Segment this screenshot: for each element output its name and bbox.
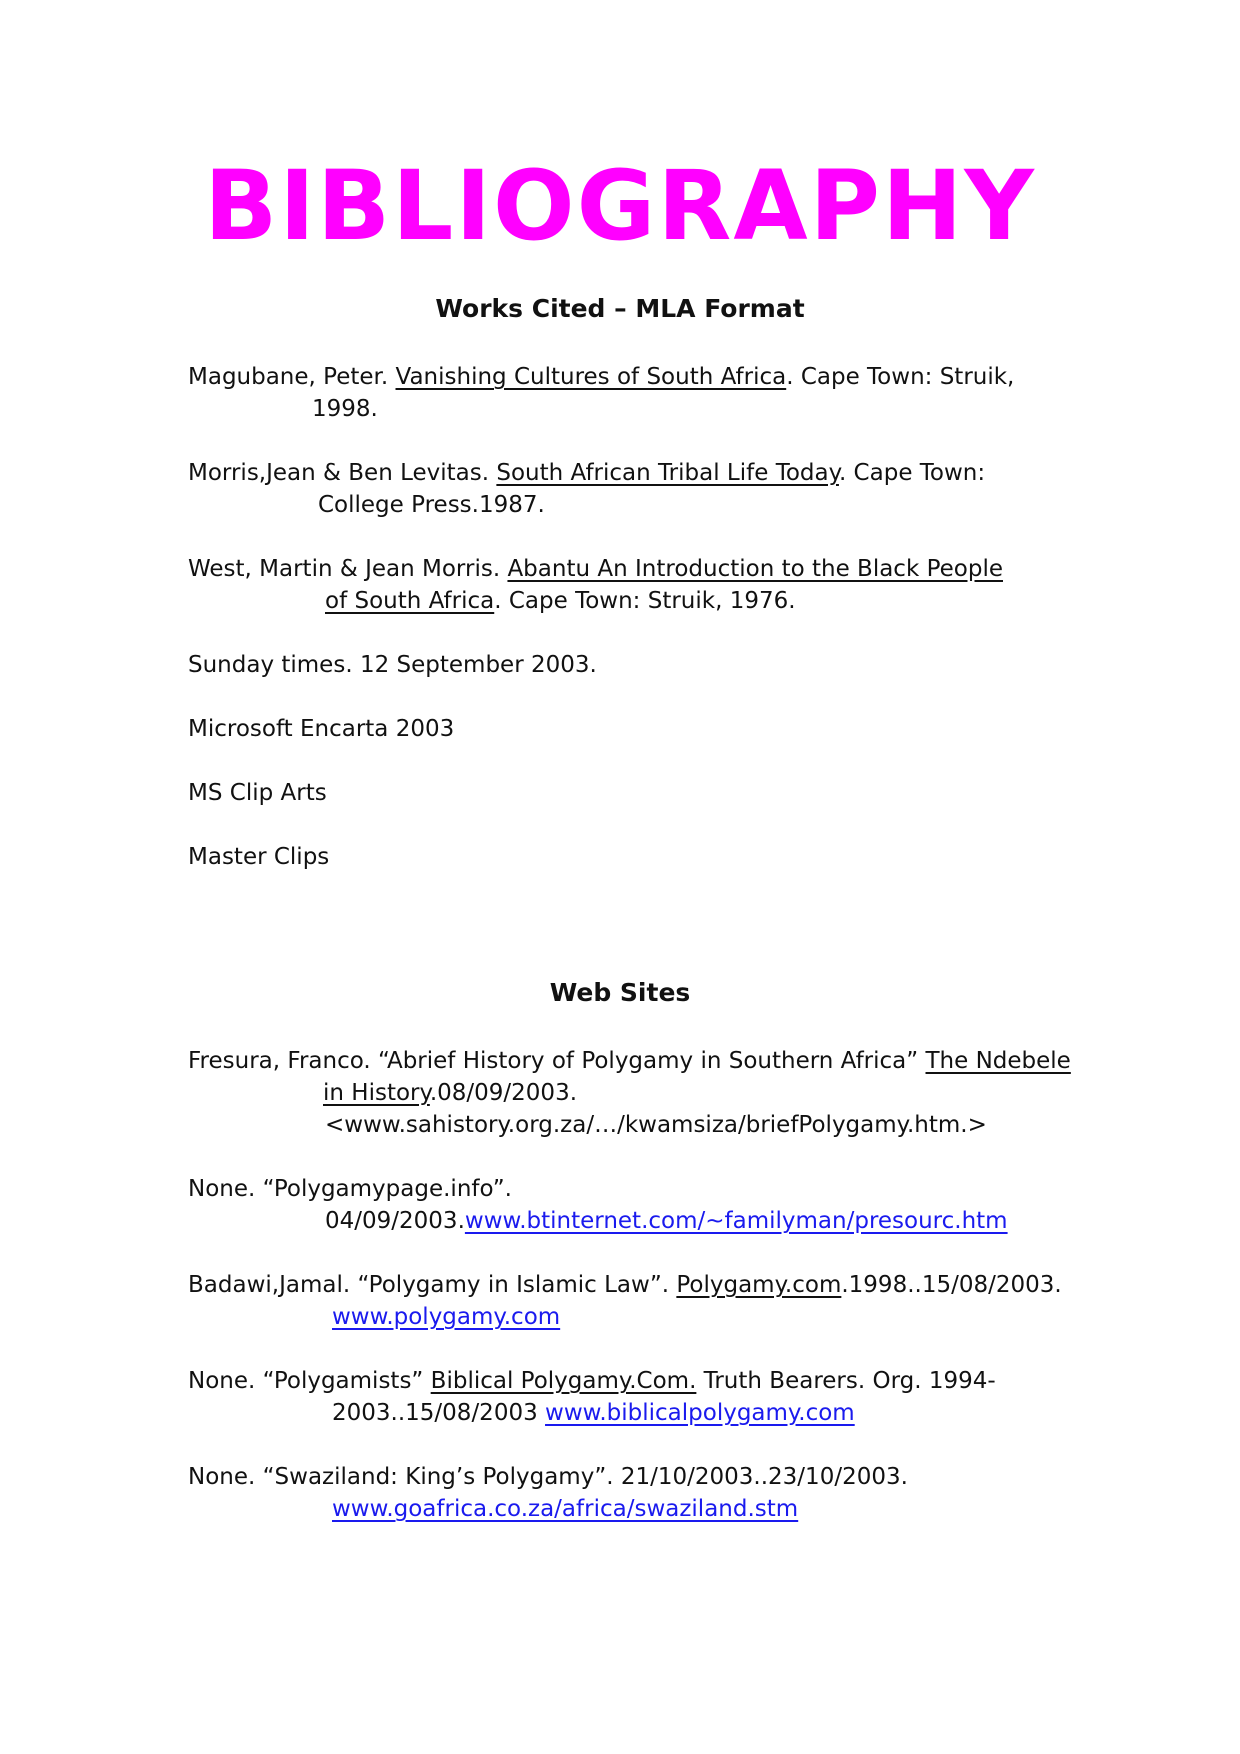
entry-text: Fresura, Franco. “Abrief History of Polygamy in Southern Africa” bbox=[188, 1048, 926, 1074]
web-entry-1-line-3: <www.sahistory.org.za/…/kwamsiza/briefPolygamy.htm.> bbox=[325, 1112, 987, 1138]
web-entry-1-line-1 bbox=[188, 1050, 1071, 1073]
entry-title: South African Tribal Life Today bbox=[496, 460, 839, 486]
website-link[interactable]: www.polygamy.com bbox=[332, 1304, 561, 1330]
web-entry-4-line-1 bbox=[188, 1370, 996, 1393]
web-entry-2-line-2 bbox=[325, 1210, 1008, 1233]
works-entry-6: MS Clip Arts bbox=[188, 780, 327, 806]
web-entry-5-line-1: None. “Swaziland: King’s Polygamy”. 21/10/2003..23/10/2003. bbox=[188, 1464, 908, 1490]
works-entry-5: Microsoft Encarta 2003 bbox=[188, 716, 455, 742]
works-entry-1-line-1 bbox=[188, 366, 1014, 389]
entry-text: Magubane, Peter. bbox=[188, 364, 396, 390]
entry-text: .08/09/2003. bbox=[429, 1080, 578, 1106]
entry-text: . Cape Town: bbox=[838, 460, 986, 486]
entry-text: 2003..15/08/2003 bbox=[332, 1400, 546, 1426]
web-entry-4-line-2 bbox=[332, 1402, 855, 1425]
entry-text: . Cape Town: Struik, bbox=[786, 364, 1015, 390]
website-link[interactable]: www.btinternet.com/~familyman/presourc.htm bbox=[464, 1208, 1008, 1234]
entry-text: Morris,Jean & Ben Levitas. bbox=[188, 460, 497, 486]
works-entry-3-line-2 bbox=[325, 590, 796, 613]
entry-text: . Cape Town: Struik, 1976. bbox=[494, 588, 796, 614]
web-sites-heading: Web Sites bbox=[549, 978, 691, 1007]
entry-title: of South Africa bbox=[325, 588, 495, 614]
works-entry-7: Master Clips bbox=[188, 844, 330, 870]
works-entry-2-line-1 bbox=[188, 462, 985, 485]
works-entry-4: Sunday times. 12 September 2003. bbox=[188, 652, 597, 678]
entry-title: Vanishing Cultures of South Africa bbox=[395, 364, 787, 390]
entry-title: in History bbox=[323, 1080, 430, 1106]
web-entry-1-line-2 bbox=[323, 1082, 577, 1105]
entry-text: Badawi,Jamal. “Polygamy in Islamic Law”. bbox=[188, 1272, 677, 1298]
web-entry-3-line-2 bbox=[332, 1306, 560, 1329]
works-entry-3-line-1 bbox=[188, 558, 1003, 581]
web-entry-5-line-2 bbox=[332, 1498, 798, 1521]
website-link[interactable]: www.biblicalpolygamy.com bbox=[545, 1400, 855, 1426]
web-entry-2-line-1: None. “Polygamypage.info”. bbox=[188, 1176, 512, 1202]
entry-text: None. “Polygamists” bbox=[188, 1368, 431, 1394]
page-title: BIBLIOGRAPHY bbox=[204, 150, 1036, 262]
website-link[interactable]: www.goafrica.co.za/africa/swaziland.stm bbox=[332, 1496, 799, 1522]
entry-text: 04/09/2003. bbox=[325, 1208, 465, 1234]
works-entry-2-line-2: College Press.1987. bbox=[318, 492, 545, 518]
entry-text: .1998..15/08/2003. bbox=[841, 1272, 1062, 1298]
entry-title: Polygamy.com bbox=[676, 1272, 842, 1298]
entry-text: Truth Bearers. Org. 1994- bbox=[696, 1368, 996, 1394]
entry-text: West, Martin & Jean Morris. bbox=[188, 556, 508, 582]
entry-title: The Ndebele bbox=[925, 1048, 1071, 1074]
web-entry-3-line-1 bbox=[188, 1274, 1062, 1297]
works-entry-1-line-2: 1998. bbox=[312, 396, 378, 422]
entry-title: Abantu An Introduction to the Black People bbox=[507, 556, 1003, 582]
entry-title: Biblical Polygamy.Com. bbox=[430, 1368, 697, 1394]
works-cited-heading: Works Cited – MLA Format bbox=[435, 294, 805, 323]
